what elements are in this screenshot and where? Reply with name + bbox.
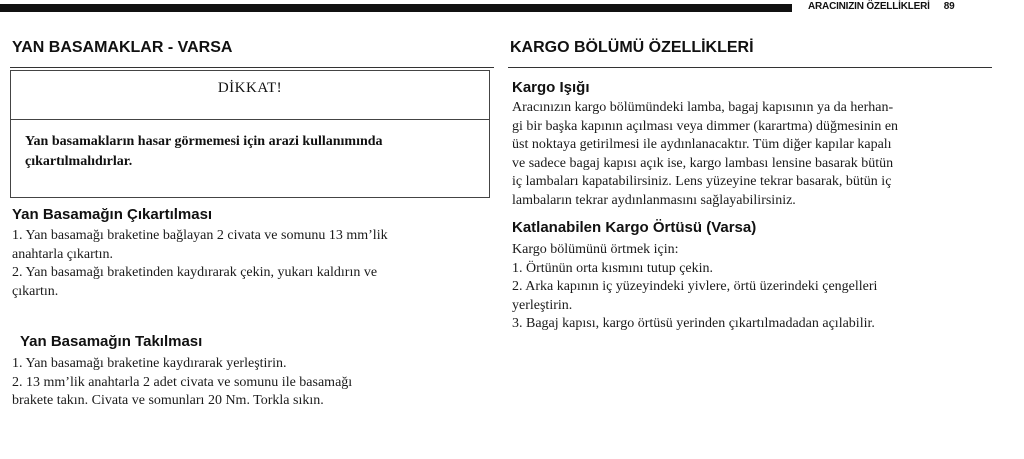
cargo-cover-line: yerleştirin. [512, 297, 573, 313]
cargo-cover-text [512, 241, 998, 334]
left-column [12, 38, 490, 58]
removal-line: çıkartın. [12, 283, 59, 299]
removal-heading: Yan Basamağın Çıkartılması [12, 206, 213, 223]
removal-line: anahtarla çıkartın. [12, 246, 114, 262]
installation-heading: Yan Basamağın Takılması [20, 333, 203, 350]
right-column [510, 38, 990, 58]
section-rule-left [10, 62, 494, 68]
cargo-light-line: ve sadece bagaj kapısı açık ise, kargo lambası lensine basarak bütün [512, 155, 894, 171]
removal-steps [12, 227, 494, 301]
page-number: 89 [943, 1, 955, 12]
removal-line: 1. Yan basamağı braketine bağlayan 2 civata ve somunu 13 mm’lik [12, 228, 388, 243]
caution-divider [11, 119, 489, 120]
removal-line: 2. Yan basamağı braketinden kaydırarak çekin, yukarı kaldırın ve [12, 265, 378, 280]
cargo-light-line: iç lambaları kapatabilirsiniz. Lens yüzeyine tekrar basarak, bütün iç [512, 174, 892, 189]
cargo-light-line: gi bir başka kapının açılması veya dimmer (karartma) düğmesinin en [512, 118, 899, 134]
cargo-cover-line: Kargo bölümünü örtmek için: [512, 242, 679, 257]
cargo-light-line: lambaların tekrar aydınlanmasını sağlayabilirsiniz. [512, 192, 796, 208]
section-rule-right [508, 62, 992, 68]
cargo-light-line: üst noktaya getirilmesi ile aydınlanacaktır. Tüm diğer kapılar kapalı [512, 137, 892, 152]
section-title-cargo: KARGO BÖLÜMÜ ÖZELLİKLERİ [510, 39, 754, 56]
installation-line: brakete takın. Civata ve somunları 20 Nm. Torkla sıkın. [12, 393, 324, 408]
cargo-cover-line: 2. Arka kapının iç yüzeyindeki yivlere, örtü üzerindeki çengelleri [512, 279, 878, 294]
section-title-side-steps: YAN BASAMAKLAR - VARSA [12, 39, 233, 56]
caution-title: DİKKAT! [217, 80, 283, 96]
cargo-cover-line: 3. Bagaj kapısı, kargo örtüsü yerinden çıkartılmadadan açılabilir. [512, 316, 875, 331]
cargo-cover-line: 1. Örtünün orta kısmını tutup çekin. [512, 260, 714, 276]
running-title: ARACINIZIN ÖZELLİKLERİ [808, 1, 930, 12]
cargo-light-text [512, 99, 998, 210]
caution-line: çıkartılmalıdırlar. [25, 154, 133, 169]
installation-steps [12, 355, 494, 411]
caution-text [25, 132, 475, 172]
header-bar [0, 4, 792, 12]
installation-line: 1. Yan basamağı braketine kaydırarak yerleştirin. [12, 356, 287, 371]
cargo-light-line: Aracınızın kargo bölümündeki lamba, bagaj kapısının ya da herhan- [512, 100, 894, 115]
installation-line: 2. 13 mm’lik anahtarla 2 adet civata ve somunu ile basamağı [12, 374, 353, 390]
cargo-light-heading: Kargo Işığı [512, 79, 590, 96]
caution-box [10, 70, 490, 198]
caution-line: Yan basamakların hasar görmemesi için arazi kullanımında [25, 134, 383, 149]
cargo-cover-heading: Katlanabilen Kargo Örtüsü (Varsa) [512, 219, 757, 236]
running-header [808, 1, 954, 12]
